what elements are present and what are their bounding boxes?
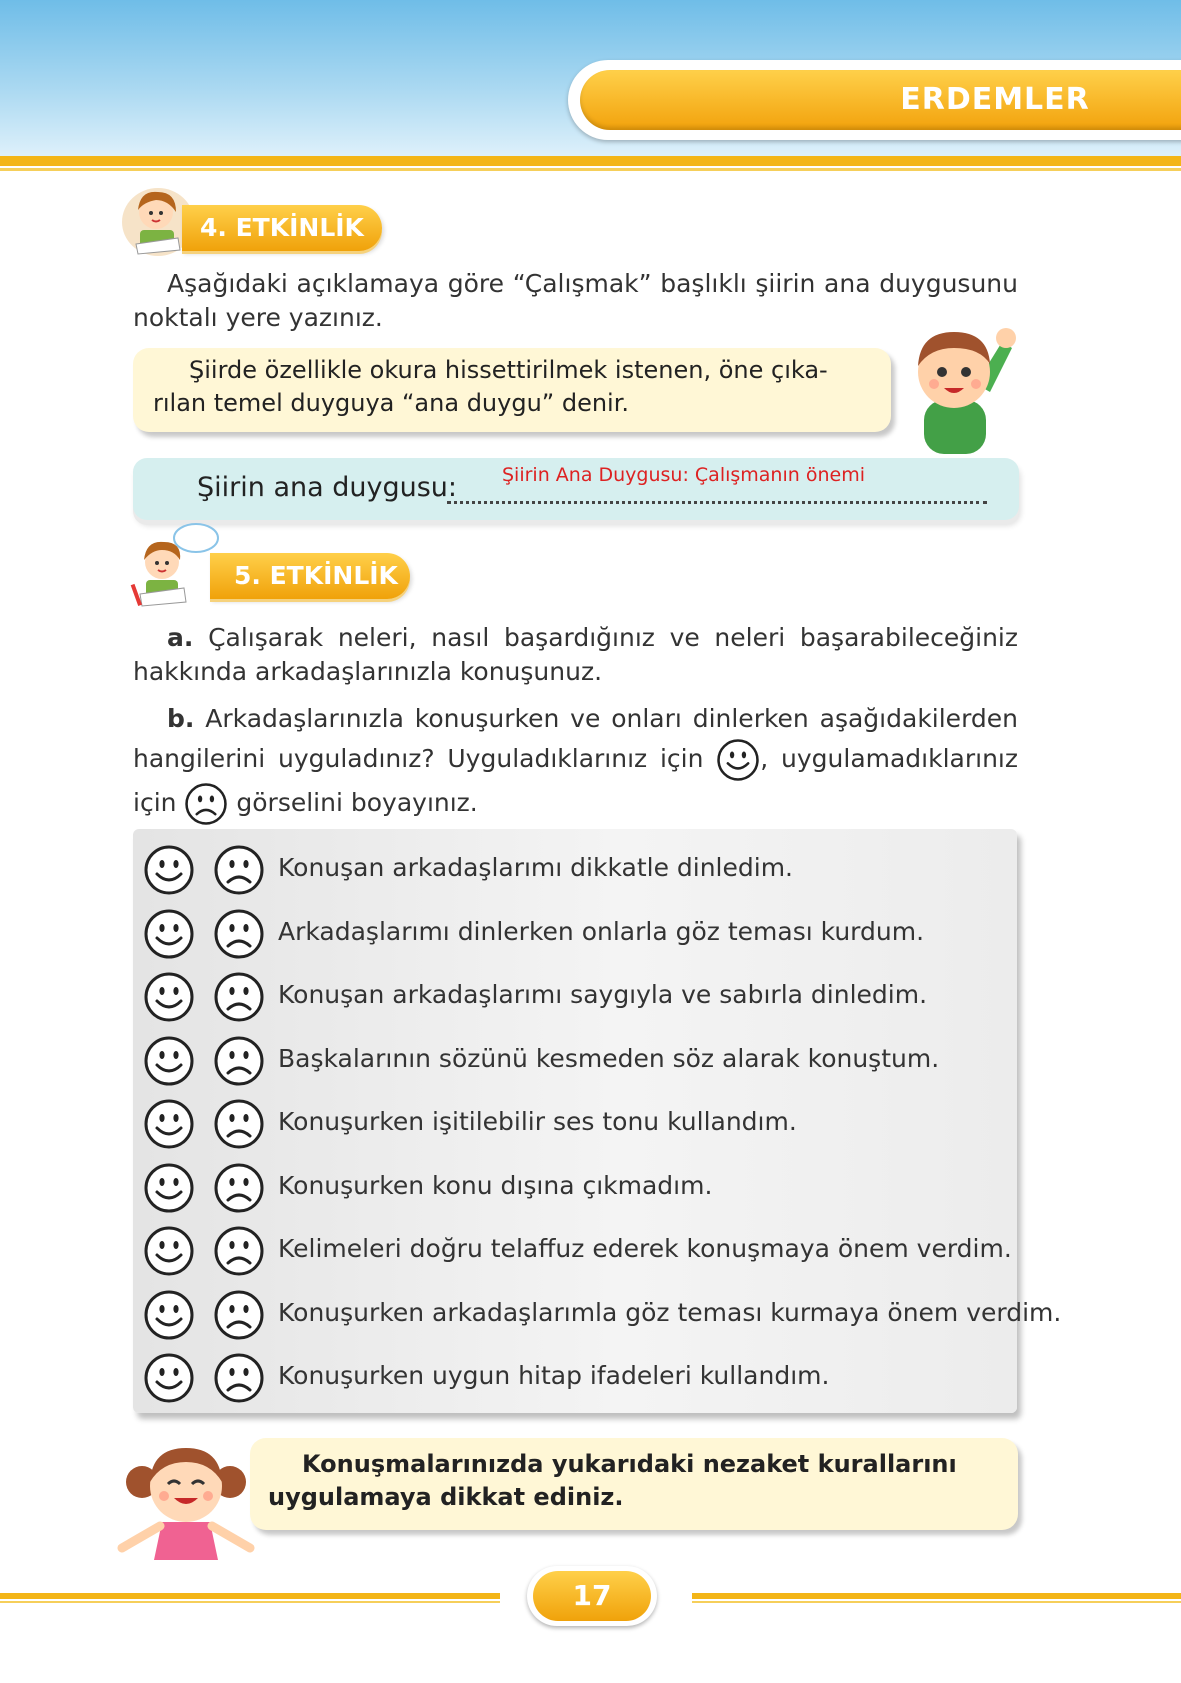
- info-line-2: rılan temel duyguya “ana duygu” denir.: [153, 389, 630, 417]
- smiley-face-icon[interactable]: [143, 971, 195, 1023]
- part-b-text-3: görselini boyayınız.: [236, 788, 478, 817]
- sad-face-icon[interactable]: [213, 844, 265, 896]
- footer-line-right-thin: [692, 1601, 1181, 1603]
- sad-face-icon[interactable]: [213, 908, 265, 960]
- smiley-face-icon[interactable]: [143, 1352, 195, 1404]
- footer-line-left: [0, 1593, 500, 1599]
- info-line-1: Şiirde özellikle okura hissettirilmek istenen, öne çıka-: [189, 356, 828, 384]
- checklist-item-text: Konuşan arkadaşlarımı dikkatle dinledim.: [278, 853, 794, 882]
- smiley-face-icon[interactable]: [143, 1289, 195, 1341]
- smiley-face-icon[interactable]: [143, 1225, 195, 1277]
- activity-4-label-text: 4. ETKİNLİK: [200, 213, 364, 242]
- smiley-face-icon: [716, 738, 760, 782]
- sad-face-icon[interactable]: [213, 1162, 265, 1214]
- checklist-row: [143, 1158, 1013, 1218]
- checklist-row: [143, 1285, 1062, 1345]
- smiley-face-icon[interactable]: [143, 908, 195, 960]
- part-b-text-1: Arkadaşlarınızla konuşurken ve onları dinlerken aşağıdakilerden hangilerini uyguladınız? Uyguladıklarınız için: [133, 704, 1018, 773]
- sad-face-icon[interactable]: [213, 971, 265, 1023]
- part-a-text: Çalışarak neleri, nasıl başardığınız ve neleri başarabileceğiniz hakkında arkadaşlarınızla konuşunuz.: [133, 623, 1018, 686]
- footer-line-left-thin: [0, 1601, 500, 1603]
- checklist-item-text: Konuşurken işitilebilir ses tonu kullandım.: [278, 1107, 797, 1136]
- sad-face-icon: [184, 782, 228, 826]
- sad-face-icon[interactable]: [213, 1035, 265, 1087]
- checklist-row: [143, 1094, 1013, 1154]
- answer-label: Şiirin ana duygusu:: [197, 472, 457, 503]
- activity-4-label: [182, 205, 382, 251]
- checklist-item-text: Konuşurken uygun hitap ifadeleri kullandım.: [278, 1361, 830, 1390]
- checklist-item-text: Konuşurken arkadaşlarımla göz teması kurmaya önem verdim.: [278, 1298, 1062, 1327]
- checklist-row: [143, 1348, 1013, 1408]
- checklist-item-text: Başkalarının sözünü kesmeden söz alarak konuştum.: [278, 1044, 940, 1073]
- header-stripe: [0, 156, 1181, 166]
- page-number: 17: [533, 1571, 651, 1621]
- smiley-face-icon[interactable]: [143, 844, 195, 896]
- boy-waving-icon: [890, 318, 1020, 454]
- reminder-callout: [250, 1438, 1018, 1530]
- checklist-item-text: Kelimeleri doğru telaffuz ederek konuşmaya önem verdim.: [278, 1234, 1012, 1263]
- girl-pigtails-icon: [112, 1430, 262, 1560]
- checklist-item-text: Konuşan arkadaşlarımı saygıyla ve sabırla dinledim.: [278, 980, 928, 1009]
- part-b-letter: b.: [167, 704, 195, 733]
- reminder-text: Konuşmalarınızda yukarıdaki nezaket kurallarını uygulamaya dikkat ediniz.: [268, 1450, 957, 1511]
- unit-title: ERDEMLER: [900, 82, 1090, 117]
- sad-face-icon[interactable]: [213, 1352, 265, 1404]
- part-a-letter: a.: [167, 623, 194, 652]
- checklist-item-text: Arkadaşlarımı dinlerken onlarla göz teması kurdum.: [278, 917, 925, 946]
- part-b-text-2: , uygulamadıklarınız için: [133, 744, 1019, 817]
- activity-5-label-text: 5. ETKİNLİK: [234, 561, 398, 590]
- checklist-row: [143, 1031, 1013, 1091]
- ana-duygu-info-callout: [133, 348, 891, 432]
- sad-face-icon[interactable]: [213, 1098, 265, 1150]
- smiley-face-icon[interactable]: [143, 1035, 195, 1087]
- activity-4-instruction: [133, 267, 1018, 335]
- activity-5-part-b: [133, 700, 1018, 826]
- checklist-row: [143, 967, 1013, 1027]
- sad-face-icon[interactable]: [213, 1289, 265, 1341]
- activity-5-part-a: [133, 621, 1018, 689]
- sad-face-icon[interactable]: [213, 1225, 265, 1277]
- smiley-face-icon[interactable]: [143, 1162, 195, 1214]
- checklist-row: [143, 904, 1013, 964]
- checklist-row: [143, 840, 1013, 900]
- answer-filled-text: Şiirin Ana Duygusu: Çalışmanın önemi: [502, 464, 865, 486]
- checklist-row: [143, 1221, 1013, 1281]
- activity-5-label: [210, 553, 410, 599]
- smiley-face-icon[interactable]: [143, 1098, 195, 1150]
- header-stripe-thin: [0, 168, 1181, 171]
- footer-line-right: [692, 1593, 1181, 1599]
- activity-4-instruction-text: Aşağıdaki açıklamaya göre “Çalışmak” başlıklı şiirin ana duygusunu noktalı yere yazınız.: [133, 269, 1018, 332]
- checklist-item-text: Konuşurken konu dışına çıkmadım.: [278, 1171, 713, 1200]
